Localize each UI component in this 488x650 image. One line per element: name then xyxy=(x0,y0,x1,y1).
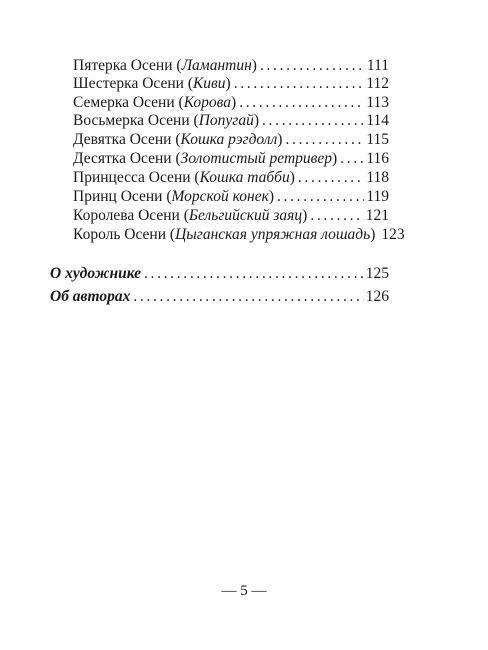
toc-entry-title: Девятка Осени (Кошка рэгдолл) xyxy=(73,131,283,148)
toc-entry-page: 113 xyxy=(366,94,389,111)
toc-entry-subtitle: Бельгийский заяц xyxy=(188,207,303,224)
toc-entry-main xyxy=(50,263,389,285)
toc-entry-subtitle: Кошка рэгдолл xyxy=(180,131,278,148)
toc-entry-title: Десятка Осени (Золотистый ретривер) xyxy=(73,150,338,167)
toc-entry-subtitle: Золотистый ретривер xyxy=(180,150,332,167)
toc-entry-page: 115 xyxy=(366,131,389,148)
toc-entry-page: 125 xyxy=(365,265,389,282)
toc-entry-title: О художнике xyxy=(50,265,141,282)
leader-dots xyxy=(133,286,363,308)
toc-entry-title: Принцесса Осени (Кошка табби) xyxy=(73,169,295,186)
toc-entry xyxy=(73,224,405,246)
toc-entry-page: 114 xyxy=(366,112,389,129)
toc-entry-subtitle: Морской конек xyxy=(171,188,269,205)
toc-entry-subtitle: Киви xyxy=(193,74,226,92)
toc-entry-subtitle: Корова xyxy=(183,94,232,111)
toc-entry-page: 121 xyxy=(365,207,389,224)
toc-entry-main xyxy=(50,286,389,308)
toc-entry-subtitle: Ламантин xyxy=(181,57,252,74)
toc-entry-title: Семерка Осени (Корова) xyxy=(73,94,237,111)
toc-entry-title: Король Осени (Цыганская упряжная лошадь) xyxy=(73,226,376,243)
page-number: — 5 — xyxy=(221,583,267,599)
toc-entry-title: Пятерка Осени (Ламантин) xyxy=(73,57,257,74)
toc-entry-title: Королева Осени (Бельгийский заяц) xyxy=(73,207,308,224)
toc-entry-page: 123 xyxy=(381,226,405,243)
leader-dots xyxy=(144,263,364,285)
toc-entry-page: 112 xyxy=(366,74,389,92)
toc-entry-subtitle: Цыганская упряжная лошадь xyxy=(175,226,371,243)
toc-entry-page: 111 xyxy=(366,57,389,74)
toc-entry-page: 126 xyxy=(365,288,389,305)
toc-entry-page: 119 xyxy=(366,188,389,205)
toc-entry-subtitle: Попугай xyxy=(198,112,254,129)
toc-entry-subtitle: Кошка табби xyxy=(199,169,290,186)
toc-entry-page: 116 xyxy=(366,150,389,167)
toc-entry-title: Шестерка Осени (Киви) xyxy=(73,74,231,92)
toc-entry-title: Принц Осени (Морской конек) xyxy=(73,188,274,205)
toc-entry-page: 118 xyxy=(366,169,389,186)
toc-entry-title: Об авторах xyxy=(50,288,131,305)
toc-entry-title: Восьмерка Осени (Попугай) xyxy=(73,112,259,129)
